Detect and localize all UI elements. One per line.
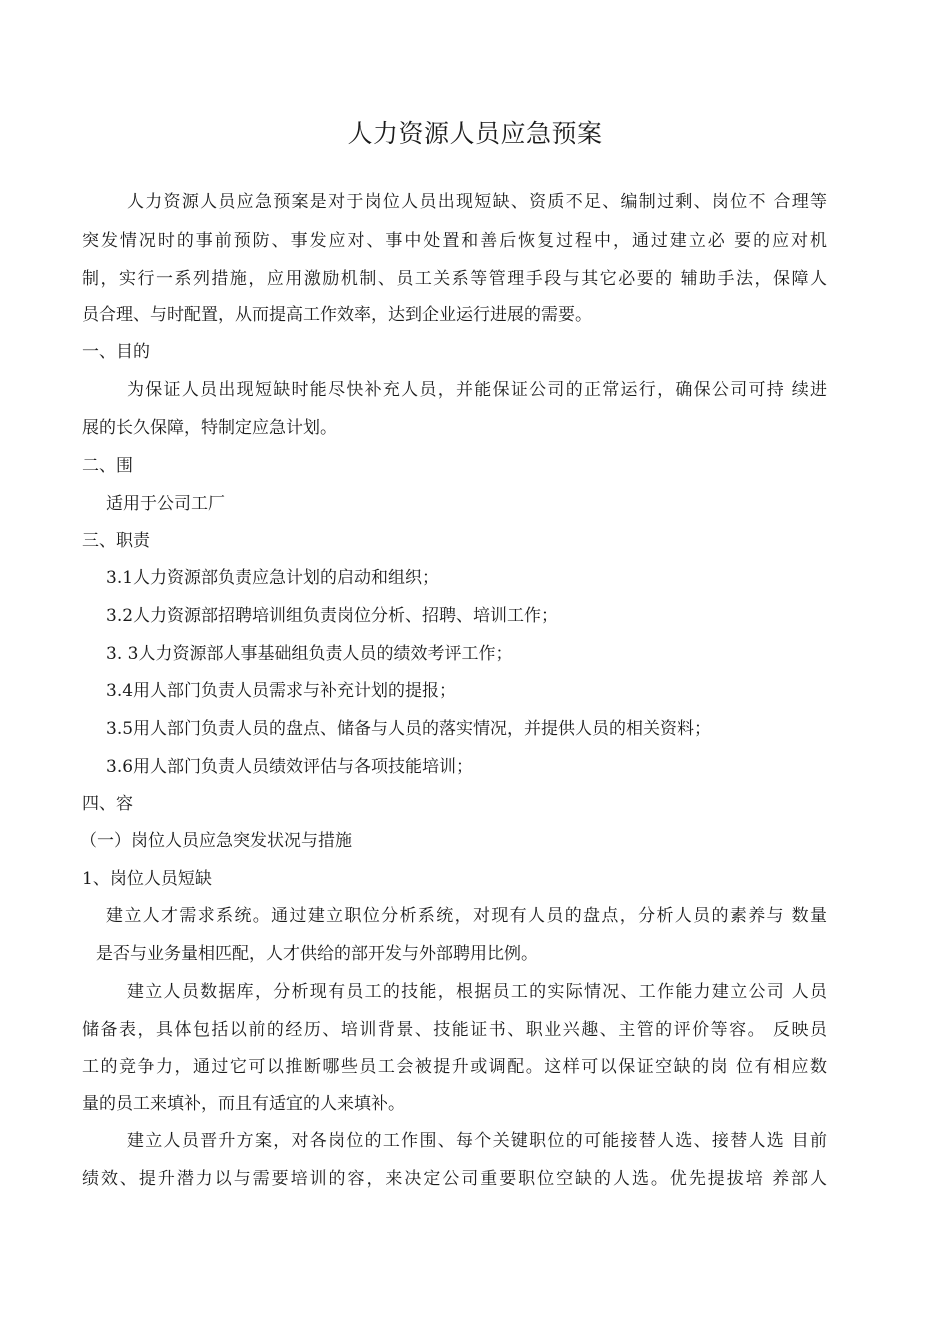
duty-item-3-6: 3.6用人部门负责人员绩效评估与各项技能培训； — [106, 757, 474, 777]
section-heading-purpose: 一、目的 — [82, 342, 150, 362]
intro-line-3: 制，实行一系列措施，应用激励机制、员工关系等管理手段与其它必要的 辅助手法，保障人 — [82, 269, 827, 289]
intro-line-4: 员合理、与时配置，从而提高工作效率，达到企业运行进展的需要。 — [82, 305, 592, 325]
database-line-4: 量的员工来填补，而且有适宜的人来填补。 — [82, 1094, 405, 1114]
item-heading-shortage: 1、岗位人员短缺 — [82, 869, 212, 889]
purpose-line-2: 展的长久保障，特制定应急计划。 — [82, 418, 337, 438]
database-line-3: 工的竞争力，通过它可以推断哪些员工会被提升或调配。这样可以保证空缺的岗 位有相应数 — [82, 1057, 827, 1077]
talent-demand-line-2: 是否与业务量相匹配，人才供给的部开发与外部聘用比例。 — [96, 944, 538, 964]
talent-demand-line-1: 建立人才需求系统。通过建立职位分析系统，对现有人员的盘点，分析人员的素养与 数量 — [106, 906, 827, 926]
subsection-heading-1: （一）岗位人员应急突发状况与措施 — [80, 831, 352, 851]
section-heading-duties: 三、职责 — [82, 531, 150, 551]
section-heading-scope: 二、围 — [82, 456, 133, 476]
scope-text: 适用于公司工厂 — [106, 494, 225, 514]
database-line-2: 储备表，具体包括以前的经历、培训背景、技能证书、职业兴趣、主管的评价等容。 反映员 — [82, 1020, 827, 1040]
intro-line-1: 人力资源人员应急预案是对于岗位人员出现短缺、资质不足、编制过剩、岗位不 合理等 — [127, 192, 827, 212]
duty-item-3-1: 3.1人力资源部负责应急计划的启动和组织； — [106, 568, 440, 588]
database-line-1: 建立人员数据库，分析现有员工的技能，根据员工的实际情况、工作能力建立公司 人员 — [127, 982, 827, 1002]
duty-item-3-2: 3.2人力资源部招聘培训组负责岗位分析、招聘、培训工作； — [106, 606, 559, 626]
duty-item-3-3: 3. 3人力资源部人事基础组负责人员的绩效考评工作； — [106, 644, 513, 664]
duty-item-3-5: 3.5用人部门负责人员的盘点、储备与人员的落实情况，并提供人员的相关资料； — [106, 719, 712, 739]
section-heading-content: 四、容 — [82, 794, 133, 814]
promotion-line-1: 建立人员晋升方案，对各岗位的工作围、每个关键职位的可能接替人选、接替人选 目前 — [127, 1131, 827, 1151]
promotion-line-2: 绩效、提升潜力以与需要培训的容，来决定公司重要职位空缺的人选。优先提拔培 养部人 — [82, 1169, 827, 1189]
purpose-line-1: 为保证人员出现短缺时能尽快补充人员，并能保证公司的正常运行，确保公司可持 续进 — [127, 380, 827, 400]
document-title: 人力资源人员应急预案 — [347, 119, 603, 148]
intro-line-2: 突发情况时的事前预防、事发应对、事中处置和善后恢复过程中，通过建立必 要的应对机 — [82, 231, 827, 251]
duty-item-3-4: 3.4用人部门负责人员需求与补充计划的提报； — [106, 681, 457, 701]
